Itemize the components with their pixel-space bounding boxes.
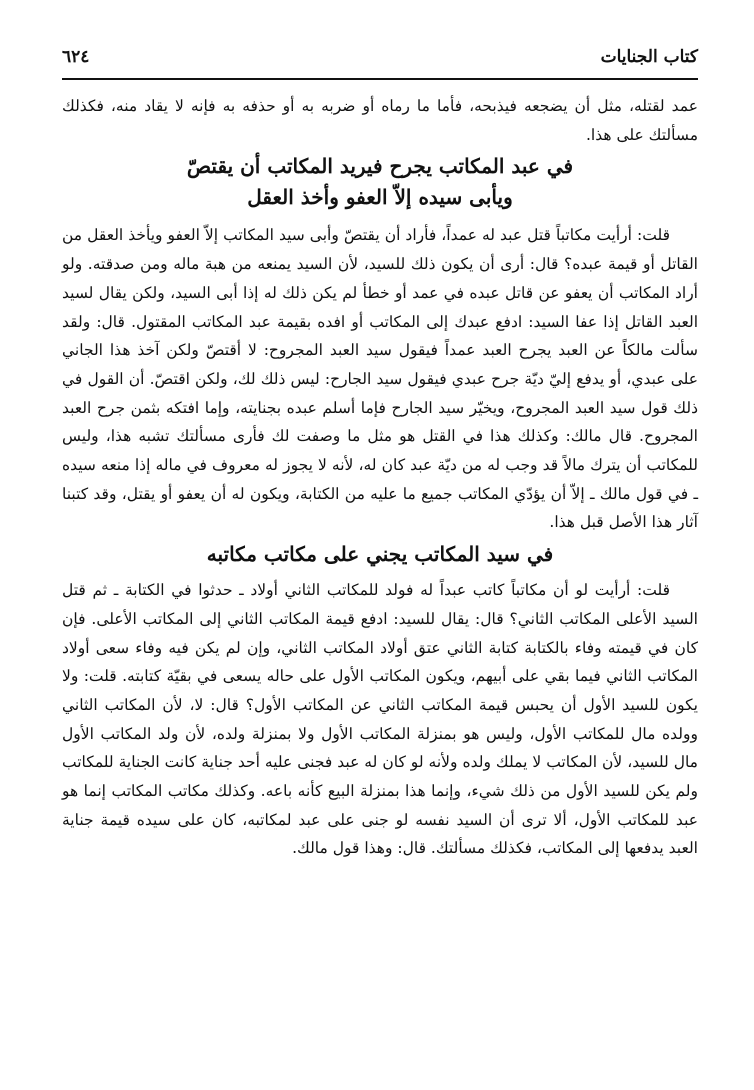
paragraph: عمد لقتله، مثل أن يضجعه فيذبحه، فأما ما رماه أو ضربه به أو حذفه به فإنه لا يقاد منه، فكذلك مسألتك على هذا. xyxy=(62,97,698,144)
running-header xyxy=(62,40,698,74)
paragraph: قلت: أرأيت مكاتباً قتل عبد له عمداً، فأراد أن يقتصّ وأبى سيد المكاتب إلاّ العفو ويأخذ العقل من القاتل أو قيمة عبده؟ قال: أرى أن يكون ذلك للسيد، لأن السيد يمنعه من هبة ماله ومن صدقته. ولو أراد المكاتب أن يعفو عن قاتل عبده في عمد أو خطأ لم يكن ذلك له إذا أبى السيد، ولكن يقال لسيد العبد القاتل إذا عفا السيد: ادفع عبدك إلى المكاتب أو افده بقيمة عبد المكاتب المقتول. قال: ولقد سألت مالكاً عن العبد يجرح العبد عمداً فيقول سيد العبد المجروح: لا أقتصّ ولكن آخذ هذا الجاني على عبدي، أو يدفع إليّ ديّة جرح عبدي فيقول سيد الجارح: ليس ذلك لك، ولكن اقتصّ. أن القول في ذلك قول سيد العبد المجروح، ويخيّر سيد الجارح فإما أسلم عبده بجنايته، وإما افتكه بثمن جرح العبد المجروح. قال مالك: وكذلك هذا في القتل هو مثل ما وصفت لك فأرى مسألتك تشبه هذا، وليس للمكاتب أن يترك مالاً قد وجب له من ديّة عبد كان له، لأنه لا يجوز له معروف في ماله إذا منعه سيده ـ في قول مالك ـ إلاّ أن يؤدّي المكاتب جميع ما عليه من الكتابة، ويكون له أن يعفو أو يقتل، وقد كتبنا آثار هذا الأصل قبل هذا. xyxy=(62,226,698,532)
section-heading-line: ويأبى سيده إلاّ العفو وأخذ العقل xyxy=(247,185,513,210)
header-title: كتاب الجنايات xyxy=(600,47,698,67)
header-divider xyxy=(62,78,698,80)
page-body xyxy=(62,92,698,863)
page-number: ٦٢٤ xyxy=(62,47,90,67)
section-heading: في سيد المكاتب يجني على مكاتب مكاتبه xyxy=(206,542,554,567)
section-heading-line: في عبد المكاتب يجرح فيريد المكاتب أن يقتصّ xyxy=(186,154,574,179)
paragraph: قلت: أرأيت لو أن مكاتباً كاتب عبداً له فولد للمكاتب الثاني أولاد ـ حدثوا في الكتابة ـ ثم قتل السيد الأعلى المكاتب الثاني؟ قال: يقال للسيد: ادفع قيمة المكاتب الثاني إلى المكاتب الأعلى. فإن كان في قيمته وفاء بالكتابة كتابة الثاني عتق أولاد المكاتب الثاني، وإن لم يكن فيه وفاء سعى أولاد المكاتب الثاني فيما بقي على أبيهم، ويكون المكاتب الأول على حاله يسعى في بقيّة كتابته. قلت: ولا يكون للسيد الأول أن يحبس قيمة المكاتب الثاني عن المكاتب الأول؟ قال: لا، لأن المكاتب الثاني وولده مال للمكاتب الأول، وليس هو بمنزلة المكاتب الأول ولا بمنزلة ولده، لأن ولد المكاتب الأول مال للسيد، لأن المكاتب لا يملك ولده ولأنه لو كان له عبد فجنى عليه أحد جناية كانت الجناية للمكاتب ولم يكن للسيد الأول من ذلك شيء، وإنما هذا بمنزلة البيع كأنه باعه. وكذلك مكاتب المكاتب إنما هو عبد للمكاتب الأول، ألا ترى أن السيد نفسه لو جنى على عبد لمكاتبه، كان على سيده قيمة جناية العبد يدفعها إلى المكاتب، فكذلك مسألتك. قال: وهذا قول مالك. xyxy=(62,581,698,858)
section-heading xyxy=(62,151,698,213)
